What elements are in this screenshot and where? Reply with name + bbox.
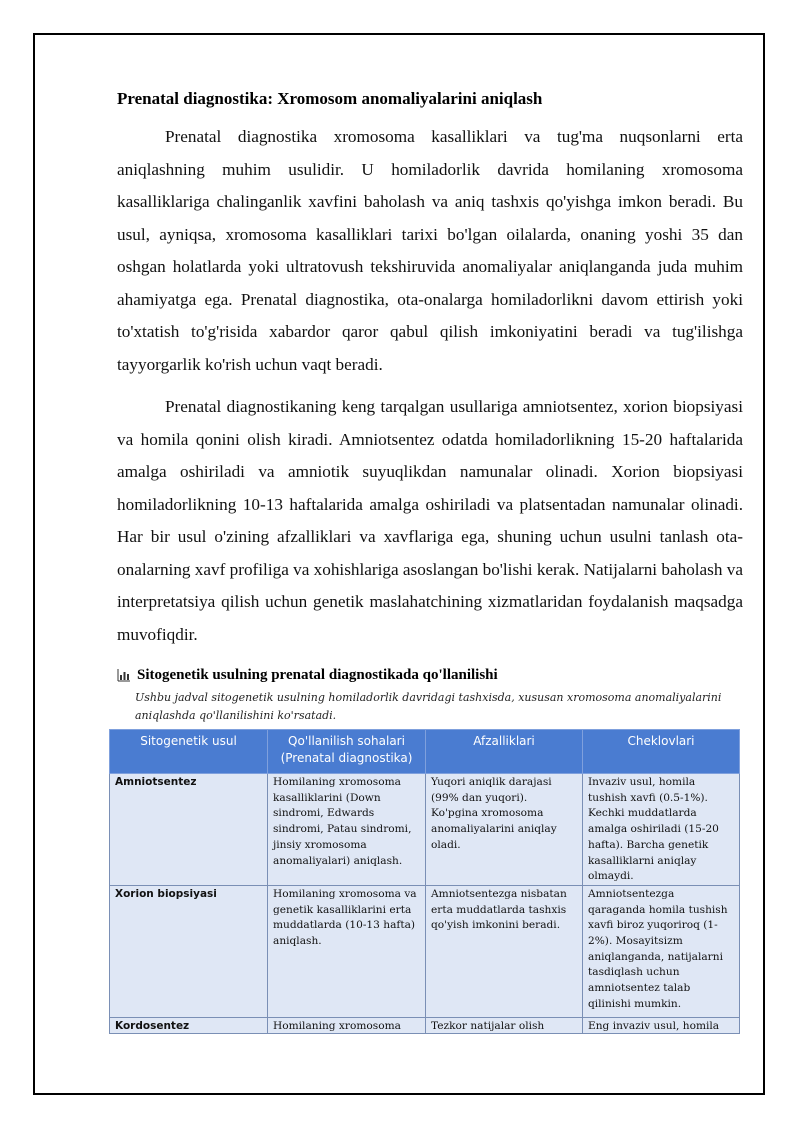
cell-advantages [426,1017,583,1033]
cell-limitations-text: Eng invaziv usul, homila [588,1019,720,1032]
cell-advantages: Yuqori aniqlik darajasi (99% dan yuqori). Ko'pgina xromosoma anomaliyalarini aniqlay oladi. [426,774,583,886]
cell-method-text: Kordosentez [115,1019,190,1032]
cell-limitations: Invaziv usul, homila tushish xavfi (0.5-1%). Kechki muddatlarda amalga oshiriladi (15-20 hafta). Barcha genetik kasalliklarni aniqlay olmaydi. [583,774,740,886]
cell-method [110,1017,268,1033]
table-caption: Ushbu jadval sitogenetik usulning homiladorlik davridagi tashxisda, xususan xromosoma anomaliyalarini aniqlashda qo'llanilishini ko'rsatadi. [135,691,722,722]
cell-method: Xorion biopsiyasi [110,885,268,1017]
methods-table [109,729,740,1034]
paragraph-2: Prenatal diagnostikaning keng tarqalgan usullariga amniotsentez, xorion biopsiyasi va homila qonini olish kiradi. Amniotsentez odatda homiladorlikning 15-20 haftalarida amalga oshiriladi va amniotik suyuqlikdan namunalar olinadi. Xorion biopsiyasi homiladorlikning 10-13 haftalarida amalga oshiriladi va platsentadan namunalar olinadi. Har bir usul o'zining afzalliklari va xavflariga ega, shuning uchun usulni tanlash ota-onalarning xavf profiliga va xohishlariga asoslangan bo'lishi kerak. Natijalarni baholash va interpretatsiya qilish uchun genetik maslahatchining xizmatlaridan foydalanish maqsadga muvofiqdir. [117,397,743,644]
page-title: Prenatal diagnostika: Xromosom anomaliyalarini aniqlash [117,89,543,108]
cell-application [268,1017,426,1033]
table-section-title [117,665,743,685]
page-frame [33,33,765,1095]
cell-method: Amniotsentez [110,774,268,886]
cell-advantages-text: Tezkor natijalar olish [431,1019,545,1032]
table-title-text: Sitogenetik usulning prenatal diagnostikada qo'llanilishi [137,667,498,683]
column-header-application: Qo'llanilish sohalari (Prenatal diagnostika) [268,730,426,774]
table-row [110,885,740,1017]
table-row [110,1017,740,1033]
cell-application: Homilaning xromosoma kasalliklarini (Down sindromi, Edwards sindromi, Patau sindromi, jinsiy xromosoma anomaliyalari) aniqlash. [268,774,426,886]
cell-application-text: Homilaning xromosoma [273,1019,401,1032]
document-body [117,87,743,1034]
cell-application: Homilaning xromosoma va genetik kasalliklarini erta muddatlarda (10-13 hafta) aniqlash. [268,885,426,1017]
table-header-row [110,730,740,774]
cell-advantages: Amniotsentezga nisbatan erta muddatlarda tashxis qo'yish imkonini beradi. [426,885,583,1017]
column-header-method: Sitogenetik usul [110,730,268,774]
cell-limitations: Amniotsentezga qaraganda homila tushish xavfi biroz yuqoriroq (1-2%). Mosayitsizm aniqlanganda, natijalarni tasdiqlash uchun amniotsentez talab qilinishi mumkin. [583,885,740,1017]
column-header-limitations: Cheklovlari [583,730,740,774]
bar-chart-icon [117,668,131,682]
column-header-advantages: Afzalliklari [426,730,583,774]
table-row [110,774,740,886]
paragraph-1: Prenatal diagnostika xromosoma kasalliklari va tug'ma nuqsonlarni erta aniqlashning muhim usulidir. U homiladorlik davrida homilaning xromosoma kasalliklariga chalinganlik xavfini baholash va aniq tashxis qo'yishga imkon beradi. Bu usul, ayniqsa, xromosoma kasalliklari tarixi bo'lgan oilalarda, onaning yoshi 35 dan oshgan holatlarda yoki ultratovush tekshiruvida anomaliyalar aniqlanganda juda muhim ahamiyatga ega. Prenatal diagnostika, ota-onalarga homiladorlikni davom ettirish yoki to'xtatish to'g'risida xabardor qaror qabul qilish imkoniyatini beradi va tug'ilishga tayyorgarlik ko'rish uchun vaqt beradi. [117,127,743,374]
cell-limitations [583,1017,740,1033]
